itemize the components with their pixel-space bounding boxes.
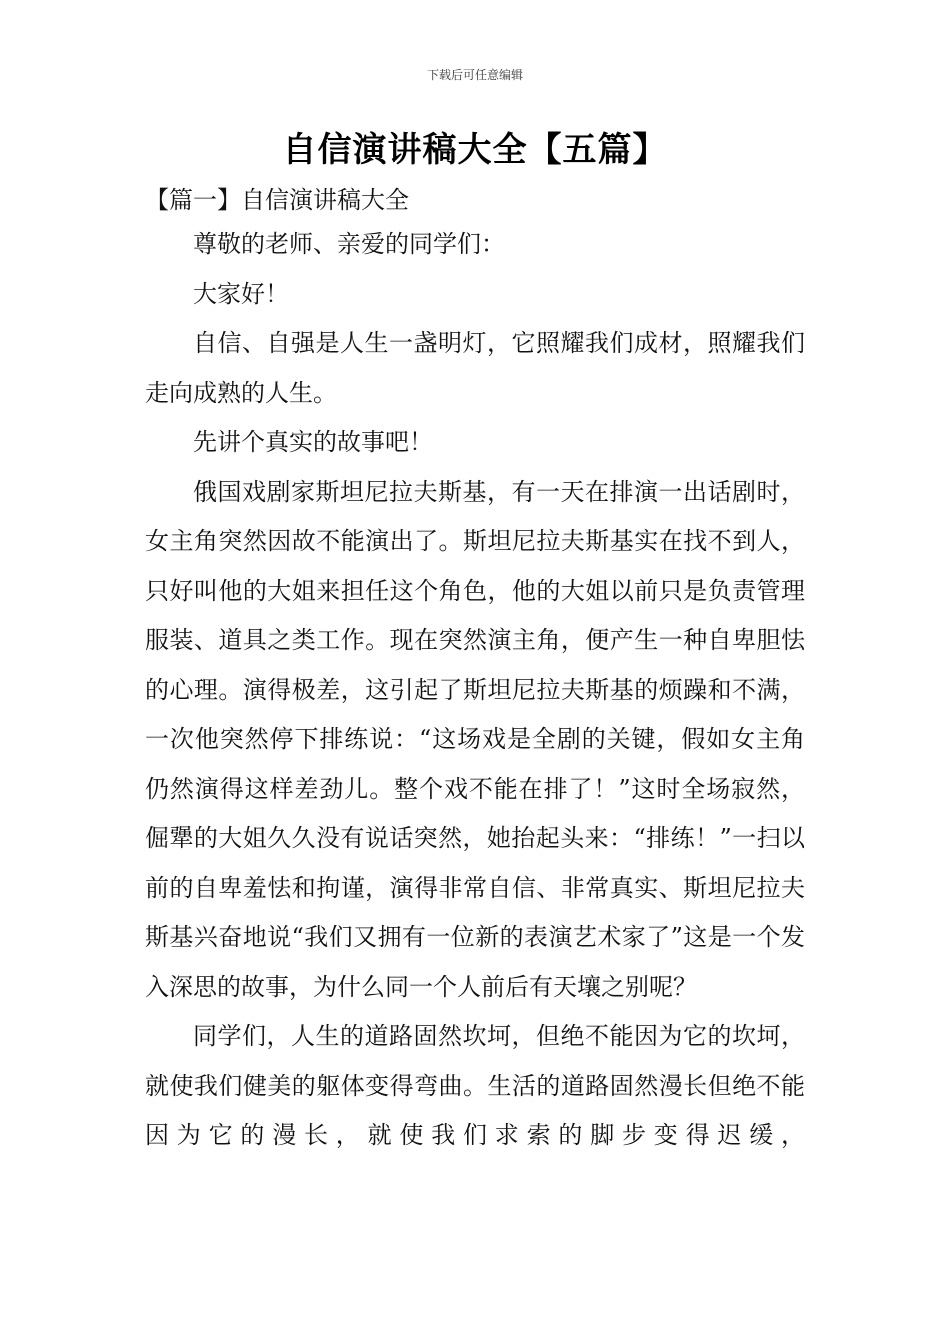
paragraph-hello: 大家好！ [193, 279, 289, 308]
paragraph-story-lead: 先讲个真实的故事吧！ [193, 428, 433, 456]
section-heading: 【篇一】自信演讲稿大全 [145, 186, 409, 214]
paragraph-story: 俄国戏剧家斯坦尼拉夫斯基，有一天在排演一出话剧时，女主角突然因故不能演出了。斯坦尼拉夫斯基实在找不到人，只好叫他的大姐来担任这个角色，他的大姐以前只是负责管理服装、道具之类工作。现在突然演主角，便产生一种自卑胆怯的心理。演得极差，这引起了斯坦尼拉夫斯基的烦躁和不满，一次他突然停下排练说：“这场戏是全剧的关键，假如女主角仍然演得这样差劲儿。整个戏不能在排了！”这时全场寂然，倔犟的大姐久久没有说话突然，她抬起头来：“排练！”一扫以前的自卑羞怯和拘谨，演得非常自信、非常真实、斯坦尼拉夫斯基兴奋地说“我们又拥有一位新的表演艺术家了”这是一个发入深思的故事，为什么同一个人前后有天壤之别呢？ [145, 477, 805, 1001]
header-note: 下载后可任意编辑 [426, 68, 523, 82]
paragraph-intro: 自信、自强是人生一盏明灯，它照耀我们成材，照耀我们走向成熟的人生。 [145, 329, 805, 407]
page-title: 自信演讲稿大全【五篇】 [282, 130, 668, 170]
paragraph-greeting: 尊敬的老师、亲爱的同学们： [193, 230, 505, 258]
paragraph-closing: 同学们，人生的道路固然坎坷，但绝不能因为它的坎坷，就使我们健美的躯体变得弯曲。生活的道路固然漫长但绝不能因为它的漫长，就使我们求索的脚步变得迟缓， [145, 1022, 805, 1149]
body-text [145, 220, 805, 1161]
